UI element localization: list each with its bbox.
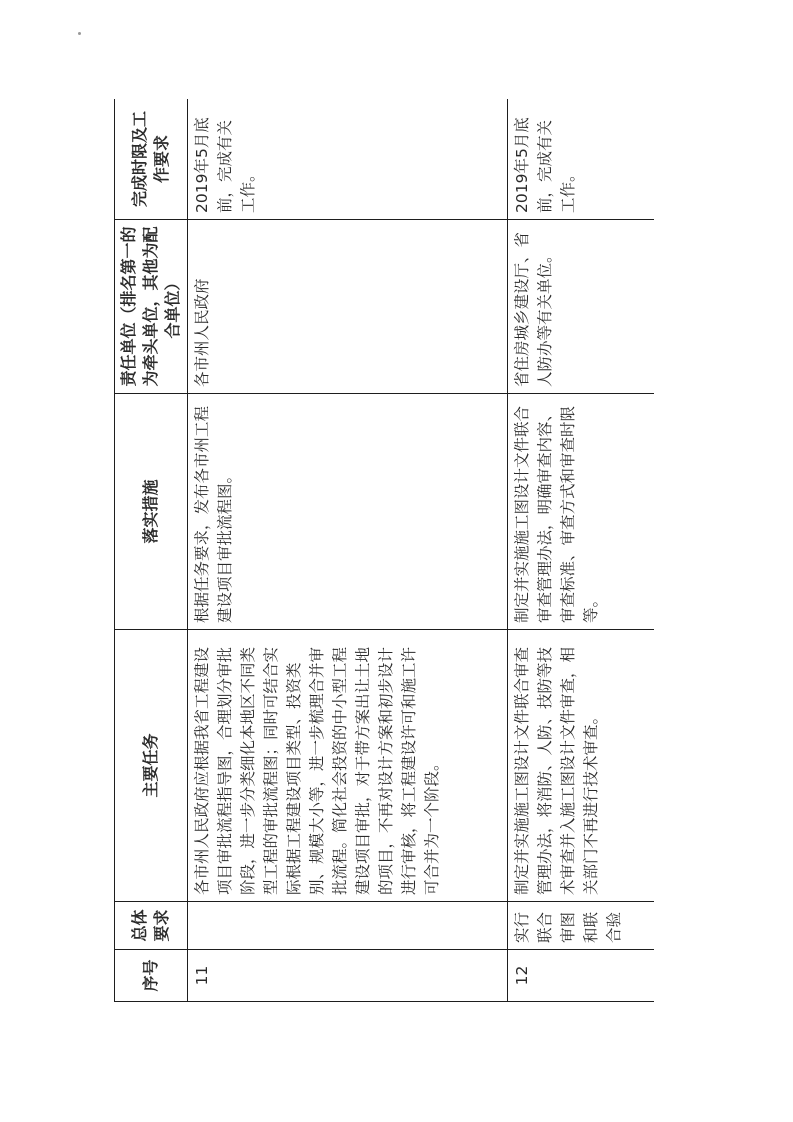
document-page [114,99,654,1002]
row-measures: 根据任务要求，发布各市州工程建设项目审批流程图。 [188,394,508,630]
header-seq: 序号 [115,950,188,1002]
header-responsible: 责任单位（排名第一的为牵头单位，其他为配合单位） [115,220,188,394]
row-responsible: 各市州人民政府 [188,220,508,394]
scan-speck [78,32,81,35]
row-deadline: 2019年5月底前，完成有关工作。 [188,99,508,220]
row-seq: 11 [188,950,508,1002]
header-overall: 总体要求 [115,902,188,950]
header-measures: 落实措施 [115,394,188,630]
table-row [508,99,655,1002]
row-overall: 实行联合审图和联合验 [508,902,655,950]
row-responsible: 省住房城乡建设厅、省人防办等有关单位。 [508,220,655,394]
header-row [115,99,188,1002]
row-task: 制定并实施施工图设计文件联合审查管理办法，将消防、人防、技防等技术审查并入施工图设计文件审查，相关部门不再进行技术审查。 [508,630,655,902]
row-seq: 12 [508,950,655,1002]
row-task: 各市州人民政府应根据我省工程建设项目审批流程指导图，合理划分审批阶段，进一步分类细化本地区不同类型工程的审批流程图；同时可结合实际根据工程建设项目类型、投资类别、规模大小等，进一步梳理合并审批流程。简化社会投资的中小型工程建设项目审批，对于带方案出让土地的项目，不再对设计方案和初步设计进行审核，将工程建设许可和施工许可合并为一个阶段。 [188,630,508,902]
row-overall [188,902,508,950]
row-deadline: 2019年5月底前，完成有关工作。 [508,99,655,220]
task-table [114,99,654,1002]
row-measures: 制定并实施施工图设计文件联合审查管理办法，明确审查内容、审查标准、审查方式和审查时限等。 [508,394,655,630]
table-row [188,99,508,1002]
rotated-table-container [114,99,654,1002]
header-deadline: 完成时限及工作要求 [115,99,188,220]
header-task: 主要任务 [115,630,188,902]
